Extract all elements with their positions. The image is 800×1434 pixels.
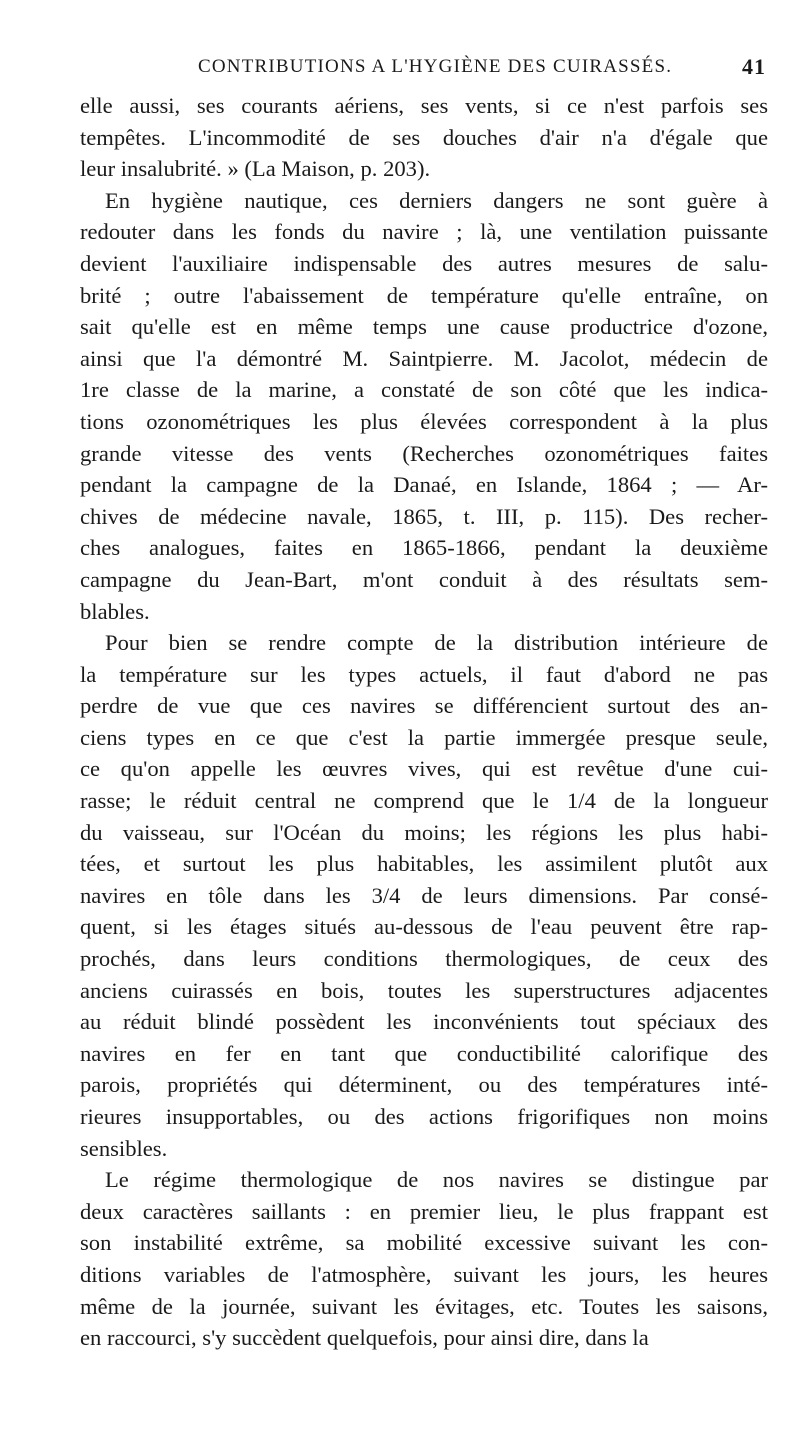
text-line: en raccourci, s'y succèdent quelquefois, pour ainsi dire, dans la: [80, 1325, 649, 1351]
body-text: [80, 90, 768, 1354]
text-line: chives de médecine navale, 1865, t. III, p. 115). Des recher-: [80, 503, 768, 529]
text-line: son instabilité extrême, sa mobilité excessive suivant les con-: [80, 1230, 768, 1256]
text-line: navires en tôle dans les 3/4 de leurs dimensions. Par consé-: [80, 882, 768, 908]
text-line: rieures insupportables, ou des actions frigorifiques non moins: [80, 1104, 768, 1129]
text-line: pendant la campagne de la Danaé, en Islande, 1864 ; — Ar-: [80, 472, 768, 498]
text-line: devient l'auxiliaire indispensable des autres mesures de salu-: [80, 250, 768, 276]
text-line: parois, propriétés qui déterminent, ou des températures inté-: [80, 1072, 768, 1098]
text-line: prochés, dans leurs conditions thermologiques, de ceux des: [80, 946, 768, 972]
text-line: deux caractères saillants : en premier lieu, le plus frappant est: [80, 1198, 768, 1224]
text-line: rasse; le réduit central ne comprend que le 1/4 de la longueur: [80, 788, 768, 814]
text-line: brité ; outre l'abaissement de température qu'elle entraîne, on: [80, 282, 768, 308]
text-line: sait qu'elle est en même temps une cause productrice d'ozone,: [80, 314, 768, 340]
text-line: même de la journée, suivant les évitages, etc. Toutes les saisons,: [80, 1293, 768, 1319]
running-title: CONTRIBUTIONS A L'HYGIÈNE DES CUIRASSÉS.: [198, 56, 673, 77]
text-line: sensibles.: [80, 1135, 168, 1161]
text-line: ce qu'on appelle les œuvres vives, qui est revêtue d'une cui-: [80, 756, 768, 782]
running-header: [80, 50, 768, 90]
text-line: Le régime thermologique de nos navires se distingue par: [105, 1167, 768, 1193]
text-line: navires en fer en tant que conductibilité calorifique des: [80, 1040, 768, 1066]
text-line: perdre de vue que ces navires se différencient surtout des an-: [80, 693, 768, 719]
text-line: anciens cuirassés en bois, toutes les superstructures adjacentes: [80, 977, 768, 1003]
text-line: grande vitesse des vents (Recherches ozonométriques faites: [80, 440, 768, 466]
text-line: En hygiène nautique, ces derniers dangers ne sont guère à: [105, 187, 768, 213]
text-line: Pour bien se rendre compte de la distribution intérieure de: [105, 630, 768, 656]
text-line: 1re classe de la marine, a constaté de son côté que les indica-: [80, 377, 768, 403]
text-line: quent, si les étages situés au-dessous de l'eau peuvent être rap-: [80, 914, 768, 940]
page-number: 41: [742, 54, 766, 79]
text-line: ditions variables de l'atmosphère, suivant les jours, les heures: [80, 1261, 768, 1287]
text-line: tions ozonométriques les plus élevées correspondent à la plus: [80, 408, 768, 434]
text-line: tempêtes. L'incommodité de ses douches d'air n'a d'égale que: [80, 124, 768, 150]
text-line: elle aussi, ses courants aériens, ses vents, si ce n'est parfois ses: [80, 93, 768, 118]
text-line: ainsi que l'a démontré M. Saintpierre. M. Jacolot, médecin de: [80, 345, 768, 371]
text-line: blables.: [80, 598, 150, 624]
text-line: la température sur les types actuels, il faut d'abord ne pas: [80, 661, 768, 687]
text-line: ciens types en ce que c'est la partie immergée presque seule,: [80, 724, 768, 750]
book-page: [80, 50, 768, 1354]
text-line: du vaisseau, sur l'Océan du moins; les régions les plus habi-: [80, 819, 768, 845]
text-line: leur insalubrité. » (La Maison, p. 203).: [80, 156, 431, 182]
text-line: campagne du Jean-Bart, m'ont conduit à des résultats sem-: [80, 566, 768, 592]
text-line: ches analogues, faites en 1865-1866, pendant la deuxième: [80, 535, 768, 561]
text-line: redouter dans les fonds du navire ; là, une ventilation puissante: [80, 219, 768, 245]
text-line: au réduit blindé possèdent les inconvénients tout spéciaux des: [80, 1009, 768, 1035]
text-line: tées, et surtout les plus habitables, les assimilent plutôt aux: [80, 851, 768, 877]
